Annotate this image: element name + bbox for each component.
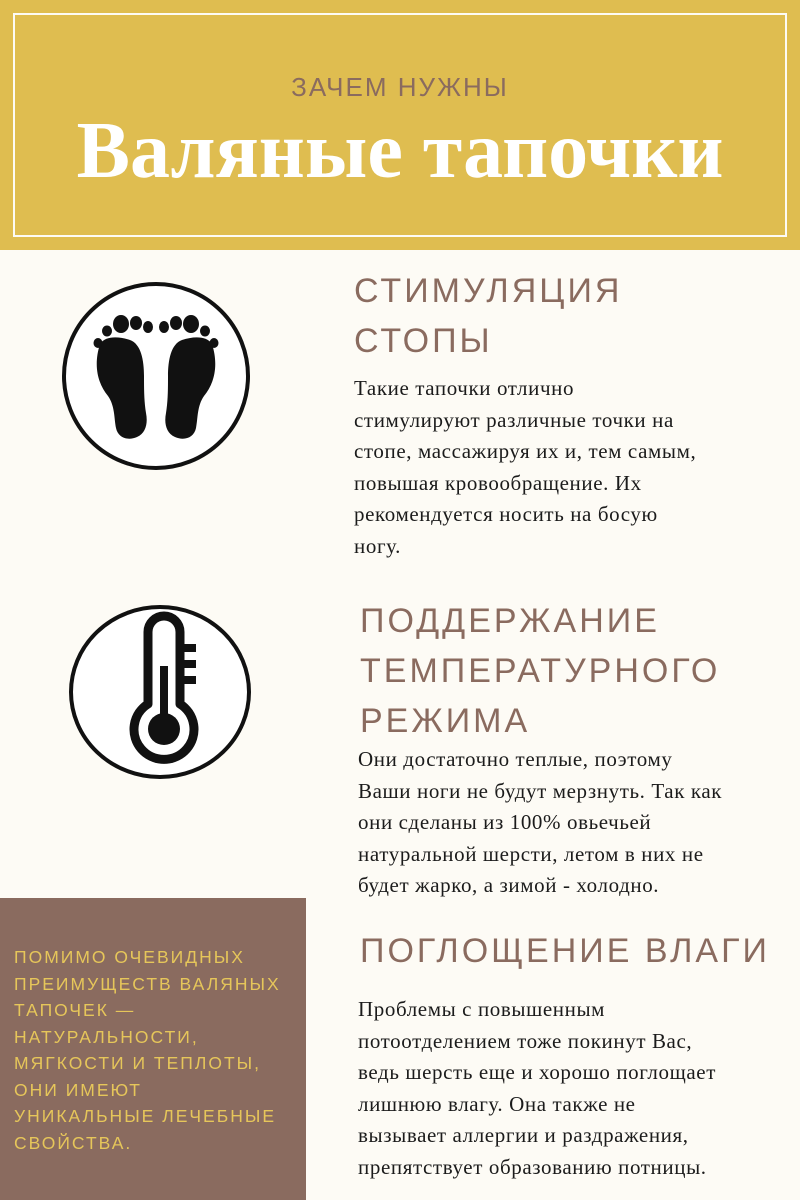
text-line: рекомендуется носить на босую [354,502,658,526]
section-text-temperature [358,744,798,902]
text-line: повышая кровообращение. Их [354,470,642,495]
section-heading-stimulation [354,266,784,366]
heading-line: РЕЖИМА [360,702,531,740]
text-line: будет жарко, а зимой - холодно. [358,873,660,897]
text-line: Ваши ноги не будут мерзнуть. Так как [358,778,723,803]
heading-line: СТОПЫ [354,322,493,360]
sidebar-line: ТАПОЧЕК — [14,1000,136,1020]
heading-line: ТЕМПЕРАТУРНОГО [360,652,721,690]
text-line: они сделаны из 100% овьечьей [358,810,652,834]
section-heading-moisture [360,926,790,976]
text-line: лишнюю влагу. Она также не [358,1091,636,1116]
heading-line: ПОДДЕРЖАНИЕ [360,602,660,640]
sidebar-callout [0,898,306,1200]
text-line: ведь шерсть еще и хорошо поглощает [358,1060,716,1084]
text-line: стопе, массажируя их и, тем самым, [354,439,697,463]
header-banner [0,0,800,250]
heading-line: ПОГЛОЩЕНИЕ ВЛАГИ [360,932,770,970]
text-line: вызывает аллергии и раздражения, [358,1123,689,1147]
heading-line: СТИМУЛЯЦИЯ [354,272,623,310]
text-line: стимулируют различные точки на [354,407,674,432]
sidebar-line: ПОМИМО ОЧЕВИДНЫХ [14,947,245,967]
page-title: Валяные тапочки [76,107,724,195]
section-text-stimulation [354,373,794,562]
text-line: препятствует образованию потницы. [358,1154,707,1179]
section-text-moisture [358,994,798,1183]
sidebar-line: СВОЙСТВА. [14,1132,133,1153]
thermometer-icon [68,604,252,780]
header-kicker: ЗАЧЕМ НУЖНЫ [291,72,509,102]
text-line: Такие тапочки отлично [354,376,575,400]
section-heading-temperature [360,596,790,746]
sidebar-line: УНИКАЛЬНЫЕ ЛЕЧЕБНЫЕ [14,1106,276,1126]
sidebar-text [14,944,300,1156]
sidebar-line: МЯГКОСТИ И ТЕПЛОТЫ, [14,1053,262,1073]
text-line: Они достаточно теплые, поэтому [358,747,673,771]
text-line: ногу. [354,533,401,558]
footprints-icon [60,280,252,472]
text-line: натуральной шерсти, летом в них не [358,841,704,866]
sidebar-line: НАТУРАЛЬНОСТИ, [14,1026,199,1047]
sidebar-line: ОНИ ИМЕЮТ [14,1079,142,1100]
sidebar-line: ПРЕИМУЩЕСТВ ВАЛЯНЫХ [14,973,281,994]
text-line: потоотделением тоже покинут Вас, [358,1028,693,1053]
text-line: Проблемы с повышенным [358,997,606,1021]
